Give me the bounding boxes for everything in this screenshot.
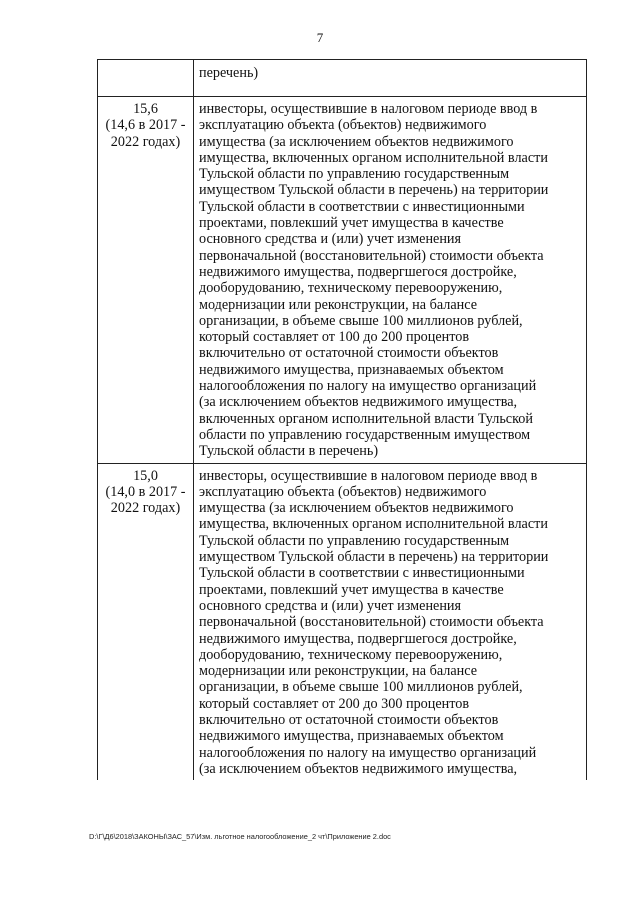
description-line: недвижимого имущества, признаваемых объектом <box>199 361 504 378</box>
description-line: недвижимого имущества, признаваемых объектом <box>199 728 504 745</box>
rate-line: 15,6 <box>133 101 158 117</box>
description-line: Тульской области в соответствии с инвестиционными <box>199 198 525 215</box>
description-line: имущества, включенных органом исполнительной власти <box>199 149 548 166</box>
description-line: (за исключением объектов недвижимого имущества, <box>199 760 518 777</box>
description-line: проектами, повлекший учет имущества в качестве <box>199 581 504 598</box>
rate-line: (14,0 в 2017 - <box>105 483 186 500</box>
description-line: области по управлению государственным имуществом <box>199 426 531 443</box>
description-line: первоначальной (восстановительной) стоимости объекта <box>199 614 544 631</box>
description-line: налогообложения по налогу на имущество организаций <box>199 378 537 395</box>
rate-cell <box>98 97 194 464</box>
description-line: налогообложения по налогу на имущество организаций <box>199 744 537 761</box>
description-line: эксплуатацию объекта (объектов) недвижимого <box>199 117 487 134</box>
description-line: проектами, повлекший учет имущества в качестве <box>199 215 504 232</box>
description-line: модернизации или реконструкции, на балансе <box>199 296 477 313</box>
description-line: который составляет от 100 до 200 процентов <box>199 329 470 346</box>
description-line: дооборудованию, техническому перевооружению, <box>199 280 503 297</box>
document-file-path: D:\Г\Д6\2018\ЗАКОНЫ\ЗАС_57\Изм. льготное налогообложение_2 чт\Приложение 2.doc <box>89 832 391 841</box>
table-row-continuation <box>98 60 587 97</box>
description-line: организации, в объеме свыше 100 миллионов рублей, <box>199 312 523 329</box>
description-line: основного средства и (или) учет изменения <box>199 597 462 614</box>
description-line: недвижимого имущества, подвергшегося достройке, <box>199 630 517 647</box>
description-line: имущества (за исключением объектов недвижимого <box>199 133 514 150</box>
description-line: модернизации или реконструкции, на балансе <box>199 663 477 680</box>
description-line: включенных органом исполнительной власти Тульской <box>199 410 533 427</box>
description-line: имуществом Тульской области в перечень) на территории <box>199 549 549 566</box>
page-number: 7 <box>316 30 324 45</box>
rate-line: 15,0 <box>133 467 158 484</box>
description-line: первоначальной (восстановительной) стоимости объекта <box>199 247 544 264</box>
description-line: имуществом Тульской области в перечень) на территории <box>199 182 549 199</box>
description-line: включительно от остаточной стоимости объектов <box>199 711 499 728</box>
rate-cell <box>98 463 194 780</box>
table-body <box>98 60 587 781</box>
table-row <box>98 463 587 780</box>
rate-line: 2022 годах) <box>110 500 181 517</box>
description-line: основного средства и (или) учет изменения <box>199 231 462 248</box>
description-line: имущества, включенных органом исполнительной власти <box>199 516 548 533</box>
tax-rate-table <box>97 59 587 780</box>
description-cell <box>194 463 587 780</box>
description-line: недвижимого имущества, подвергшегося достройке, <box>199 263 517 280</box>
description-line: Тульской области в перечень) <box>199 443 379 460</box>
description-line: перечень) <box>199 65 259 81</box>
description-line: организации, в объеме свыше 100 миллионов рублей, <box>199 679 523 696</box>
description-line: имущества (за исключением объектов недвижимого <box>199 500 514 517</box>
description-line: который составляет от 200 до 300 процентов <box>199 695 470 712</box>
description-line: инвесторы, осуществившие в налоговом периоде ввод в <box>199 101 538 117</box>
description-line: (за исключением объектов недвижимого имущества, <box>199 394 518 411</box>
description-line: Тульской области по управлению государственным <box>199 532 510 549</box>
description-cell <box>194 97 587 464</box>
description-cell <box>194 60 587 97</box>
rate-line: (14,6 в 2017 - <box>105 117 186 134</box>
description-line: Тульской области в соответствии с инвестиционными <box>199 565 525 582</box>
description-line: дооборудованию, техническому перевооружению, <box>199 646 503 663</box>
description-line: включительно от остаточной стоимости объектов <box>199 345 499 362</box>
description-line: инвесторы, осуществившие в налоговом периоде ввод в <box>199 467 538 484</box>
rate-line: 2022 годах) <box>110 133 181 150</box>
description-line: эксплуатацию объекта (объектов) недвижимого <box>199 483 487 500</box>
description-line: Тульской области по управлению государственным <box>199 166 510 183</box>
rate-cell-empty <box>98 60 194 97</box>
table-row <box>98 97 587 464</box>
